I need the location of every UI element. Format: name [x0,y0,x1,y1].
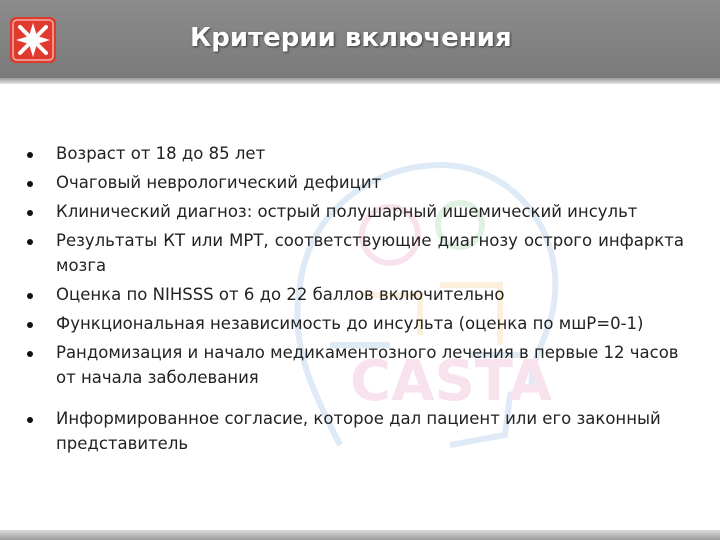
list-item: Информированное согласие, которое дал пациент или его законный представитель [24,406,684,456]
logo-icon [10,17,56,63]
criteria-list [24,138,684,456]
bullet-icon [27,322,33,328]
page-title: Критерии включения [190,23,512,53]
bullet-icon [27,152,33,158]
list-item: Возраст от 18 до 85 лет [24,141,684,166]
bullet-icon [27,417,33,423]
header-divider [0,78,720,84]
list-item: Функциональная независимость до инсульта (оценка по мшР=0-1) [24,311,684,336]
bullet-icon [27,239,33,245]
list-item: Результаты КТ или МРТ, соответствующие диагнозу острого инфаркта мозга [24,228,684,278]
list-item: Клинический диагноз: острый полушарный ишемический инсульт [24,199,684,224]
footer-bar [0,530,720,540]
bullet-icon [27,181,33,187]
list-item: Очаговый неврологический дефицит [24,170,684,195]
casta-watermark-text: CASTA [350,349,552,414]
list-item: Рандомизация и начало медикаментозного лечения в первые 12 часов от начала заболевания [24,340,684,390]
bullet-icon [27,210,33,216]
bullet-icon [27,351,33,357]
list-item: Оценка по NIHSSS от 6 до 22 баллов включительно [24,282,684,307]
title-bar [0,0,720,78]
bullet-icon [27,293,33,299]
